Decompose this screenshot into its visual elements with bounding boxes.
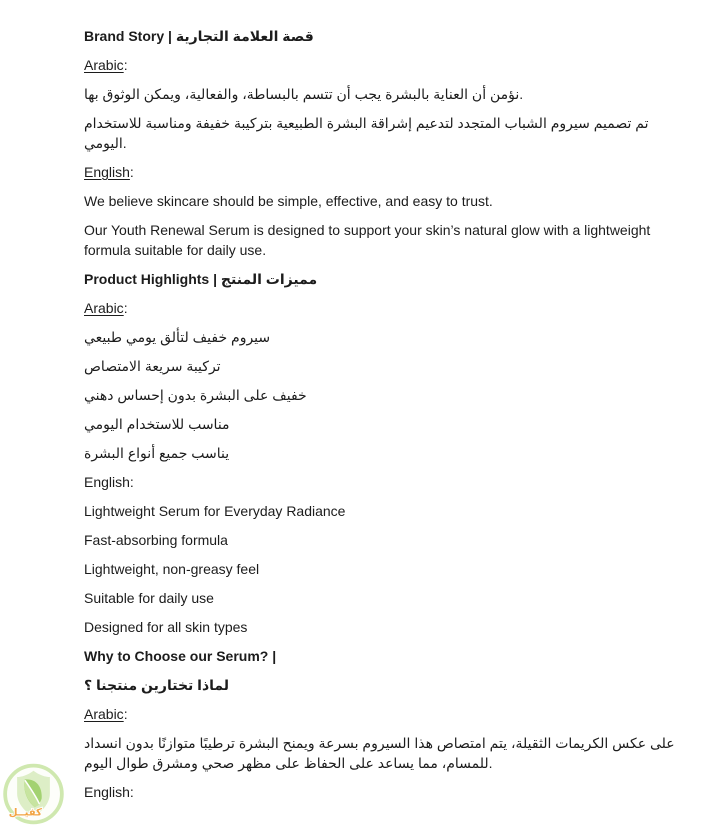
para-highlight-arabic-4: مناسب للاستخدام اليومي: [84, 416, 230, 432]
para-highlight-english-3: Lightweight, non-greasy feel: [84, 561, 260, 577]
para-highlight-arabic-1: سيروم خفيف لتألق يومي طبيعي: [84, 329, 271, 345]
label-arabic-1-word: Arabic: [84, 57, 124, 73]
label-english-2: [84, 472, 689, 492]
para-highlight-arabic-3: خفيف على البشرة بدون إحساس دهني: [84, 387, 307, 403]
label-arabic-3-colon: :: [123, 706, 128, 722]
heading-product-highlights: Product Highlights | مميزات المنتج: [84, 271, 318, 287]
para-highlight-arabic-5: يناسب جميع أنواع البشرة: [84, 445, 230, 461]
kafeel-logo-text: كفيــل: [8, 807, 42, 819]
para-brand-english-1: We believe skincare should be simple, effective, and easy to trust.: [84, 193, 493, 209]
label-english-1: [84, 162, 689, 182]
label-english-1-word: English: [84, 164, 130, 180]
label-arabic-2: [84, 298, 689, 318]
para-brand-arabic-1: نؤمن أن العناية بالبشرة يجب أن تتسم بالبساطة، والفعالية، ويمكن الوثوق بها.: [84, 86, 524, 102]
label-english-2-colon: :: [129, 474, 134, 490]
label-arabic-2-colon: :: [123, 300, 128, 316]
label-arabic-2-word: Arabic: [84, 300, 124, 316]
kafeel-logo-icon: [2, 759, 65, 829]
label-arabic-1: [84, 55, 689, 75]
label-arabic-3-word: Arabic: [84, 706, 124, 722]
para-highlight-english-2: Fast-absorbing formula: [84, 532, 228, 548]
para-highlight-english-5: Designed for all skin types: [84, 619, 248, 635]
para-highlight-english-1: Lightweight Serum for Everyday Radiance: [84, 503, 346, 519]
heading-why-choose-arabic: لماذا تختارين منتجنا ؟: [84, 677, 230, 693]
label-arabic-3: [84, 704, 689, 724]
label-english-3: [84, 782, 689, 802]
label-english-1-colon: :: [129, 164, 134, 180]
label-arabic-1-colon: :: [123, 57, 128, 73]
label-english-2-word: English: [84, 474, 130, 490]
label-english-3-colon: :: [129, 784, 134, 800]
label-english-3-word: English: [84, 784, 130, 800]
document-body: [84, 26, 689, 811]
para-brand-arabic-2: تم تصميم سيروم الشباب المتجدد لتدعيم إشراقة البشرة الطبيعية بتركيبة خفيفة ومناسبة للاستخدام اليومي.: [84, 115, 649, 151]
para-highlight-english-4: Suitable for daily use: [84, 590, 214, 606]
para-brand-english-2: Our Youth Renewal Serum is designed to support your skin’s natural glow with a lightweight formula suitable for daily use.: [84, 222, 651, 258]
heading-why-choose-english: Why to Choose our Serum? |: [84, 648, 277, 664]
para-highlight-arabic-2: تركيبة سريعة الامتصاص: [84, 358, 221, 374]
para-why-arabic: على عكس الكريمات الثقيلة، يتم امتصاص هذا السيروم بسرعة ويمنح البشرة ترطيبًا متوازنًا بدون انسداد للمسام، مما يساعد على الحفاظ على مظهر صحي ومشرق طوال اليوم.: [84, 735, 675, 771]
heading-brand-story: Brand Story | قصة العلامة التجارية: [84, 28, 314, 44]
kafeel-logo-watermark: [2, 759, 65, 829]
